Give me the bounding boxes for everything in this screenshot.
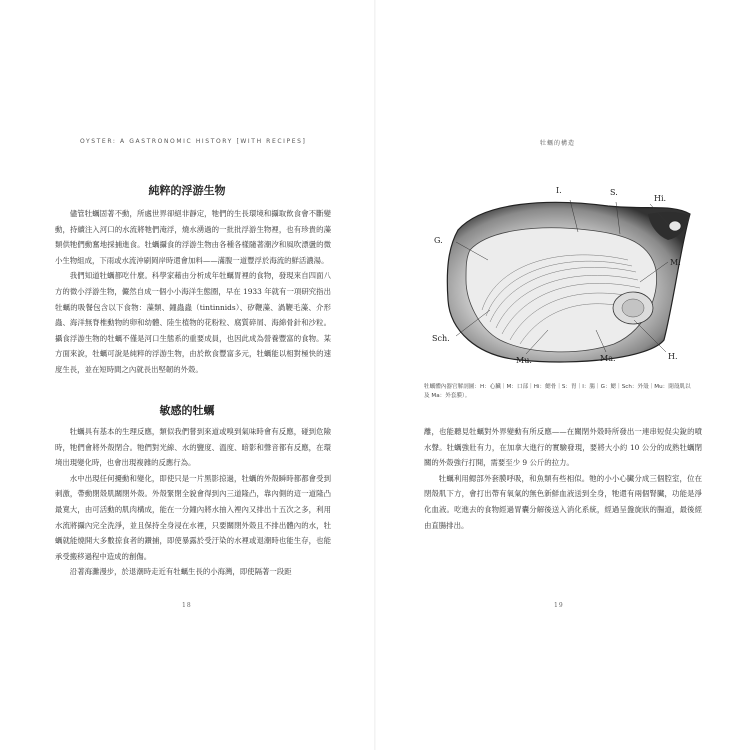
paragraph: 牡蠣利用鰓部外套膜呼吸，和魚類有些相似。牠的小小心臟分成三個腔室，位在閉殼肌下方，會打出帶有氧氣的無色新鮮血液送到全身，牠還有兩個腎臟，功能是淨化血液。吃進去的食物經過胃囊分解後送入消化系統，經過呈盤旋狀的腸道，最後經由直腸排出。 bbox=[424, 473, 702, 530]
oyster-engraving bbox=[428, 190, 696, 375]
oyster-anatomy-illustration bbox=[428, 186, 696, 375]
paragraph: 沿著海灘漫步，於退潮時走近有牡蠣生長的小海灣，即使隔著一段距 bbox=[69, 567, 292, 577]
paragraph: 水中出現任何擾動和變化，即使只是一片黑影掠過，牡蠣的外殼瞬時都都會受到刺激，帶動閉殼肌關閉外殼。外殼緊閉全貌會得到內三道隆凸，靠內側的這一道隆凸最寬大，由可活動的肌肉構成，能在一分鐘內將水抽入裡內又排出十五次之多，利用水流將攝內完全洗淨，並且保持全身浸在水裡，只要關閉外殼且不排出體內的水，牡蠣就能燒開大多數掠食者的鑽捕，即使暴露於受汙染的水裡或退潮時也能生存，也能承受搬移過程中造成的創傷。 bbox=[55, 473, 331, 561]
page-number: 19 bbox=[554, 602, 564, 609]
running-head: 牡蠣的構造 bbox=[540, 140, 576, 147]
right-page bbox=[376, 0, 750, 750]
figure-label-stomach: S. bbox=[610, 188, 618, 197]
figure-label-mantle: Ma. bbox=[600, 354, 616, 363]
figure-caption: 牡蠣體內器官解剖圖：H：心臟｜M：口部｜Hi：鰓骨｜S：胃｜I：腸｜G：鰓｜Sch：外殼｜Mu：閉殼肌以及 Ma：外套膜）。 bbox=[424, 384, 691, 399]
figure-label-gills: G. bbox=[434, 236, 443, 245]
figure-label-heart: H. bbox=[668, 352, 678, 361]
paragraph: 我們知道牡蠣都吃什麼。科學家藉由分析成年牡蠣胃裡的食物，發現來自四面八方的微小浮游生物，儼然自成一個小小海洋生態圈，早在 1933 年就有一項研究指出牡蠣的吸餐包含以下食物：藻類、鐘蟲蟲（tintinnids）、矽鞭藻、渦鞭毛藻、介形蟲、海洋無脊椎動物的卵和幼體、陸生植物的花粉粒、腐質碎屑、海綿骨針和沙粒。攝食浮游生物的牡蠣不僅是河口生態系的重要成員，也因此成為營養豐富的食物。某方面來說，牡蠣可說是純粹的浮游生物，由於飲食豐富多元，牡蠣能以相對極快的速度生長，並在短時間之內就長出堅韌的外殼。 bbox=[55, 271, 331, 374]
section-body bbox=[424, 424, 702, 533]
left-page bbox=[0, 0, 374, 750]
running-head: OYSTER: A GASTRONOMIC HISTORY [WITH RECIPES] bbox=[80, 138, 307, 145]
page-number: 18 bbox=[182, 602, 192, 609]
figure-label-hinge: Hi. bbox=[654, 194, 667, 203]
section-heading: 純粹的浮游生物 bbox=[148, 184, 226, 197]
paragraph: 離，也能聽見牡蠣對外界變動有所反應——在關閉外殼時所發出一連串短促尖銳的噴水聲。牡蠣強壯有力，在加拿大進行的實驗發現，要將大小約 10 公分的成熟牡蠣閉關的外殼強行打開，需要至少 9 公斤的拉力。 bbox=[424, 427, 702, 468]
figure-label-intestine: I. bbox=[556, 186, 562, 195]
figure-label-mouth: M. bbox=[670, 258, 681, 267]
paragraph: 牡蠣具有基本的生理反應，類似我們嘗到來道或嗅到氣味時會有反應，碰到危險時，牠們會將外殼閉合。牠們對光線、水的鹽度、溫度、暗影和聲音都有反應，在環境出現變化時，也會出現複雜的反應行為。 bbox=[55, 427, 331, 468]
section-body bbox=[55, 424, 331, 580]
figure-label-shell: Sch. bbox=[432, 334, 450, 343]
paragraph: 儘管牡蠣固著不動，所處世界卻絕非靜定，牠們的生長環境和攝取飲食會不斷變動，持續注入河口的水流將牠們淹浮，燒水湧過的一批批浮游生物裡，也有珍貴的藻類供牠們動奮地採捕進食。牡蠣攝食的浮游生物由各種各樣隨著潮汐和風吹漂盪的微小生物組成，下雨或水流沖刷岡岸時還會加料——滿腹一道豐浮於海流的鮮活濃湯。 bbox=[55, 209, 331, 265]
figure-label-muscle: Mu. bbox=[516, 356, 532, 365]
section-heading: 敏感的牡蠣 bbox=[159, 404, 215, 417]
section-body bbox=[55, 206, 331, 378]
